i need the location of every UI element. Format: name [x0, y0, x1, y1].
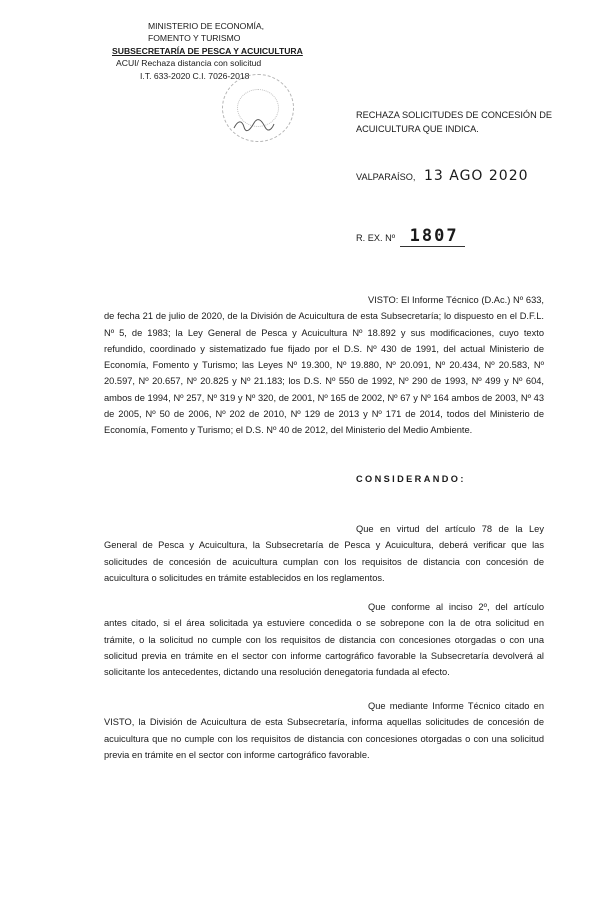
ministry-line-1: MINISTERIO DE ECONOMÍA, — [148, 21, 265, 31]
resolution-number-label: R. EX. Nº — [356, 233, 396, 243]
considerando-heading: CONSIDERANDO: — [356, 474, 466, 484]
resolution-number-line — [356, 226, 465, 247]
resolution-title: RECHAZA SOLICITUDES DE CONCESIÓN DE ACUICULTURA QUE INDICA. — [356, 110, 553, 134]
reference-line: I.T. 633-2020 C.I. 7026-2018 — [140, 70, 250, 81]
initials-signature — [232, 118, 276, 132]
resolution-number: 1807 — [400, 226, 465, 247]
vistos-paragraph: VISTO: El Informe Técnico (D.Ac.) Nº 633, de fecha 21 de julio de 2020, de la División de Acuicultura de esta Subsecretaría; lo dispuesto en el D.F.L. Nº 5, de 1983; la Ley General de Pesca y Acuicultura Nº 18.892 y sus modificaciones, cuyo texto refundido, coordinado y sistematizado fue fijado por el D.S. Nº 430 de 1991, del actual Ministerio de Economía, Fomento y Turismo; las Leyes Nº 19.300, Nº 19.880, Nº 20.091, Nº 20.434, Nº 20.583, Nº 20.597, Nº 20.657, Nº 20.825 y Nº 21.183; los D.S. Nº 550 de 1992, Nº 290 de 1993, Nº 499 y Nº 604, ambos de 1994, Nº 257, Nº 319 y Nº 320, de 2001, Nº 165 de 2002, Nº 67 y Nº 164 ambos de 2003, Nº 43 de 2005, Nº 50 de 2006, Nº 202 de 2010, Nº 129 de 2013 y Nº 171 de 2014, todos del Ministerio de Economía, Fomento y Turismo; el D.S. Nº 40 de 2012, del Ministerio del Medio Ambiente. — [104, 295, 544, 436]
city-label: VALPARAÍSO, — [356, 172, 416, 182]
antecedente-line: ACUI/ Rechaza distancia con solicitud — [116, 58, 262, 69]
considerando-paragraph-1: Que en virtud del artículo 78 de la Ley General de Pesca y Acuicultura, la Subsecretaría de Pesca y Acuicultura, deberá verificar que las solicitudes de concesión de acuicultura cumplan con los requisitos de distancia con concesión de acuicultura o solicitudes en trámite establecidos en los reglamentos. — [104, 524, 544, 583]
place-date-line — [356, 168, 529, 184]
letterhead — [112, 20, 312, 82]
resolution-date: 13 AGO 2020 — [423, 168, 529, 184]
ministry-line-2: FOMENTO Y TURISMO — [148, 33, 241, 44]
considerando-paragraph-3: Que mediante Informe Técnico citado en VISTO, la División de Acuicultura de esta Subsecretaría, informa aquellas solicitudes de concesión de acuicultura que no cumple con los requisitos de distancia con concesiones otorgadas o con una solicitud previa en trámite en el sector con informe cartográfico favorable. — [104, 701, 544, 760]
considerando-paragraph-2: Que conforme al inciso 2º, del artículo antes citado, si el área solicitada ya estuviere concedida o se sobrepone con la de otra solicitud en trámite, o la solicitud no cumple con los requisitos de distancia con concesiones otorgadas o con una solicitud previa en trámite en el sector con informe cartográfico favorable la Subsecretaría devolverá al solicitante los antecedentes, dictando una resolución denegatoria fundada al efecto. — [104, 602, 544, 678]
subsecretaria-line: SUBSECRETARÍA DE PESCA Y ACUICULTURA — [112, 45, 303, 56]
